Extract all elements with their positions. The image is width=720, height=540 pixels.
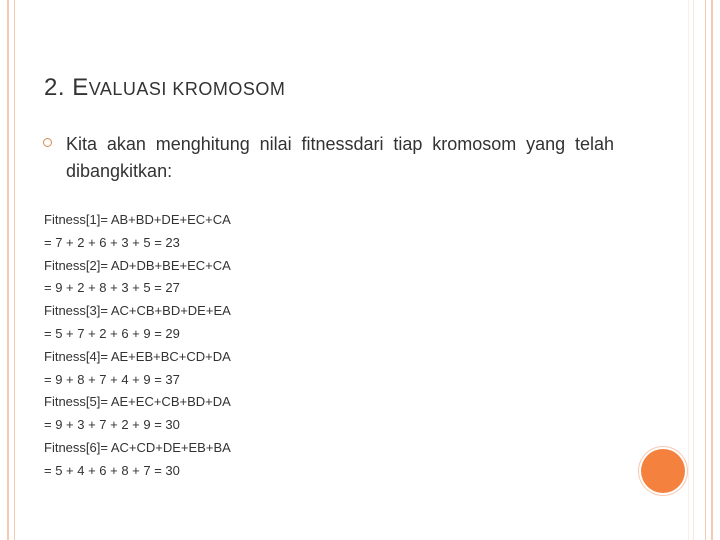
calc-line: = 9 + 3 + 7 + 2 + 9 = 30 [44, 417, 180, 433]
slide-title [44, 74, 285, 102]
calc-line: Fitness[1]= AB+BD+DE+EC+CA [44, 212, 231, 227]
frame-line-right-pale [693, 0, 694, 540]
calc-line: Fitness[4]= AE+EB+BC+CD+DA [44, 348, 231, 364]
frame-line-right-inner [705, 0, 706, 540]
frame-line-left-outer [7, 0, 9, 540]
slide-title-number: 2. [44, 74, 66, 101]
bullet-circle-icon [43, 138, 52, 147]
calc-line: = 9 + 2 + 8 + 3 + 5 = 27 [44, 280, 180, 296]
slide-title-rest: VALUASI KROMOSOM [88, 79, 286, 99]
frame-line-left-inner [14, 0, 15, 540]
calc-line: = 7 + 2 + 6 + 3 + 5 = 23 [44, 234, 180, 250]
frame-line-right-outer [711, 0, 713, 540]
calc-line: Fitness[3]= AC+CB+BD+DE+EA [44, 303, 231, 319]
calc-line: = 5 + 4 + 6 + 8 + 7 = 30 [44, 462, 180, 478]
calc-line: Fitness[2]= AD+DB+BE+EC+CA [44, 257, 231, 273]
bullet-text: Kita akan menghitung nilai fitnessdari tiap kromosom yang telah dibangkitkan: [66, 134, 614, 181]
calc-line: = 9 + 8 + 7 + 4 + 9 = 37 [44, 371, 180, 387]
calc-line: Fitness[6]= AC+CD+DE+EB+BA [44, 439, 231, 455]
accent-circle [641, 449, 685, 493]
calc-line: = 5 + 7 + 2 + 6 + 9 = 29 [44, 325, 180, 341]
frame-line-right-pale2 [688, 0, 689, 540]
slide-title-first-letter: E [72, 74, 89, 101]
fitness-calculation-list [44, 212, 231, 486]
calc-line: Fitness[5]= AE+EC+CB+BD+DA [44, 394, 231, 410]
